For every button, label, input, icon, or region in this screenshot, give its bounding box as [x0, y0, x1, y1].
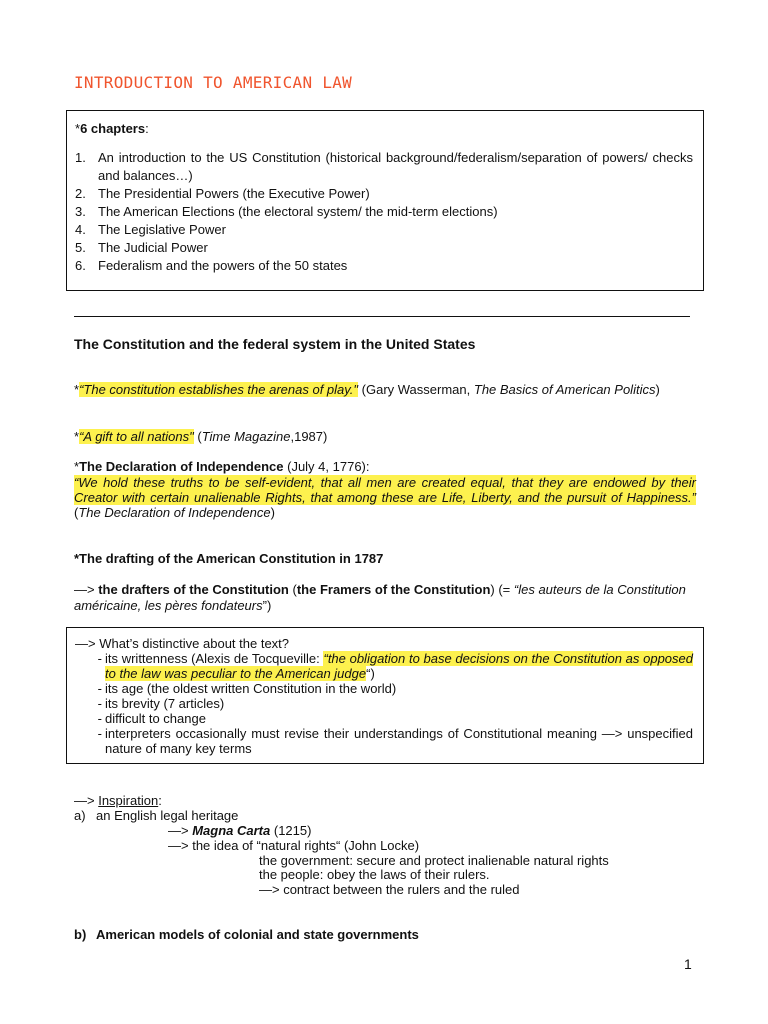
chapter-number: 3.	[75, 204, 86, 219]
quote-source: (	[193, 429, 202, 444]
distinctive-box	[66, 627, 704, 764]
chapter-item	[75, 203, 693, 221]
source-title: The Basics of American Politics	[473, 382, 656, 397]
declaration-quote	[74, 475, 696, 520]
chapter-item	[75, 221, 693, 239]
list-item	[75, 651, 693, 681]
drafters-term: the drafters of the Constitution	[98, 582, 289, 597]
inspiration-a-text: an English legal heritage	[96, 808, 239, 823]
item-text: its brevity (7 articles)	[105, 696, 225, 711]
horizontal-rule	[74, 316, 690, 317]
quote-source: (Gary Wasserman,	[358, 382, 474, 397]
quote-source: (	[74, 505, 79, 520]
arrow: —>	[168, 823, 193, 838]
chapter-item	[75, 257, 693, 275]
page-number: 1	[684, 956, 692, 972]
contract-line: —> contract between the rulers and the ruled	[259, 882, 520, 897]
dash-bullet: -	[97, 711, 102, 726]
chapters-heading-label: 6 chapters	[80, 121, 146, 136]
section-heading: The Constitution and the federal system in the United States	[74, 336, 476, 352]
equals-text: ) (=	[490, 582, 514, 597]
quote-time-magazine	[74, 429, 696, 444]
drafters-paragraph	[74, 582, 696, 614]
quote-source-end: ,1987)	[290, 429, 328, 444]
source-title: The Declaration of Independence	[78, 505, 271, 520]
chapter-text: An introduction to the US Constitution (historical background/federalism/separation of powers/ checks and balances…)	[98, 150, 693, 183]
chapter-item	[75, 239, 693, 257]
item-text: its age (the oldest written Constitution in the world)	[105, 681, 397, 696]
dash-bullet: -	[97, 651, 102, 666]
inspiration-b-label: b)	[74, 927, 87, 942]
distinctive-list	[75, 651, 693, 756]
declaration-date: (July 4, 1776):	[283, 459, 370, 474]
natural-rights-line: —> the idea of “natural rights“ (John Locke)	[168, 838, 420, 853]
quote-source-end: )	[655, 382, 660, 397]
dash-bullet: -	[97, 681, 102, 696]
french-translation: “les auteurs de la Constitution américaine, les pères fondateurs	[74, 582, 686, 613]
chapter-text: The Presidential Powers (the Executive Power)	[98, 186, 370, 201]
drafting-heading: *The drafting of the American Constitution in 1787	[74, 551, 384, 566]
chapters-box	[66, 110, 704, 291]
dash-bullet: -	[97, 726, 102, 741]
arrow: —>	[74, 793, 99, 808]
chapter-number: 5.	[75, 240, 86, 255]
paren-close: ”)	[262, 598, 272, 613]
dash-bullet: -	[97, 696, 102, 711]
item-text: its writtenness (Alexis de Tocqueville:	[105, 651, 324, 666]
government-line: the government: secure and protect inalienable natural rights	[259, 853, 609, 868]
item-text: difficult to change	[105, 711, 206, 726]
chapter-number: 4.	[75, 222, 86, 237]
quote-wasserman	[74, 382, 696, 397]
chapter-text: The Judicial Power	[98, 240, 208, 255]
framers-term: the Framers of the Constitution	[296, 582, 491, 597]
list-item	[75, 711, 693, 726]
list-item	[75, 681, 693, 696]
paren: (	[288, 582, 297, 597]
declaration-heading	[74, 459, 696, 474]
asterisk: *	[74, 459, 80, 474]
chapter-text: The Legislative Power	[98, 222, 226, 237]
item-text-end: “)	[366, 666, 375, 681]
chapters-heading	[75, 121, 693, 136]
colon: :	[158, 793, 162, 808]
chapter-number: 6.	[75, 258, 86, 273]
distinctive-question: —> What’s distinctive about the text?	[75, 636, 290, 651]
inspiration-a-label: a)	[74, 808, 86, 823]
chapter-number: 1.	[75, 150, 86, 165]
document-title: INTRODUCTION TO AMERICAN LAW	[74, 73, 353, 92]
declaration-title: The Declaration of Independence	[79, 459, 284, 474]
highlighted-quote: “the obligation to base decisions on the Constitution as opposed to the law was peculiar to the American judge	[105, 651, 693, 681]
chapter-item	[75, 149, 693, 185]
magna-carta-line	[168, 823, 311, 838]
asterisk: *	[75, 121, 81, 136]
arrow: —>	[74, 582, 99, 597]
asterisk: *	[74, 429, 80, 444]
chapter-item	[75, 185, 693, 203]
highlighted-quote: “A gift to all nations"	[79, 429, 194, 444]
inspiration-label: Inspiration	[98, 793, 159, 808]
magna-carta: Magna Carta	[192, 823, 271, 838]
inspiration-heading	[74, 793, 162, 808]
chapter-text: The American Elections (the electoral system/ the mid-term elections)	[98, 204, 498, 219]
highlighted-quote: “We hold these truths to be self-evident, that all men are created equal, that they are endowed by their Creator with certain unalienable Rights, that among these are Life, Liberty, and the pursuit of Happiness.”	[74, 475, 696, 505]
list-item	[75, 696, 693, 711]
people-line: the people: obey the laws of their rulers.	[259, 867, 490, 882]
item-text: interpreters occasionally must revise their understandings of Constitutional meaning —> unspecified nature of many key terms	[105, 726, 693, 756]
chapter-text: Federalism and the powers of the 50 states	[98, 258, 348, 273]
highlighted-quote: “The constitution establishes the arenas of play."	[79, 382, 359, 397]
magna-carta-year: (1215)	[270, 823, 312, 838]
quote-source-end: )	[270, 505, 275, 520]
asterisk: *	[74, 382, 80, 397]
chapter-list	[75, 149, 693, 275]
colon: :	[145, 121, 149, 136]
chapter-number: 2.	[75, 186, 86, 201]
source-title: Time Magazine	[201, 429, 291, 444]
list-item	[75, 726, 693, 756]
inspiration-b-text: American models of colonial and state governments	[96, 927, 419, 942]
